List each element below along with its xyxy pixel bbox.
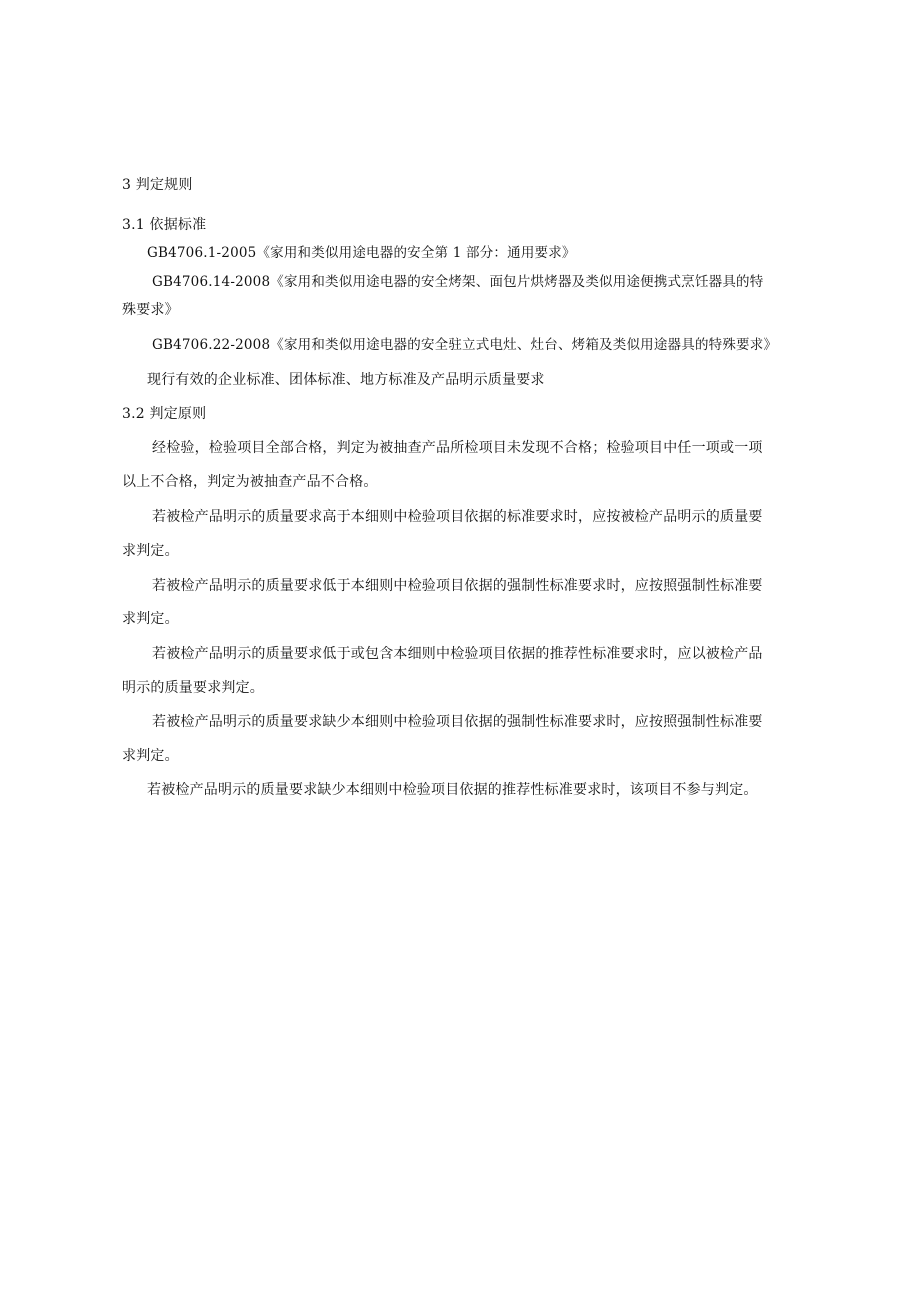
standard-item: 现行有效的企业标准、团体标准、地方标准及产品明示质量要求 bbox=[147, 372, 545, 388]
principle-paragraph: 经检验，检验项目全部合格，判定为被抽查产品所检项目未发现不合格；检验项目中任一项或一项 bbox=[152, 440, 763, 456]
standard-item: GB4706.14-2008《家用和类似用途电器的安全烤架、面包片烘烤器及类似用途便携式烹饪器具的特 bbox=[152, 274, 764, 290]
principle-paragraph-continuation: 以上不合格，判定为被抽查产品不合格。 bbox=[122, 474, 378, 490]
principle-paragraph: 若被检产品明示的质量要求低于本细则中检验项目依据的强制性标准要求时，应按照强制性标准要 bbox=[152, 578, 763, 594]
principle-paragraph: 若被检产品明示的质量要求缺少本细则中检验项目依据的强制性标准要求时，应按照强制性标准要 bbox=[152, 714, 763, 730]
principle-paragraph: 若被检产品明示的质量要求高于本细则中检验项目依据的标准要求时，应按被检产品明示的质量要 bbox=[152, 509, 763, 525]
standard-item-continuation: 殊要求》 bbox=[122, 302, 179, 318]
principle-paragraph-continuation: 求判定。 bbox=[122, 611, 179, 627]
principle-paragraph-continuation: 求判定。 bbox=[122, 748, 179, 764]
principle-paragraph-continuation: 求判定。 bbox=[122, 543, 179, 559]
subsection-heading-principles: 3.2 判定原则 bbox=[122, 406, 207, 422]
principle-paragraph-continuation: 明示的质量要求判定。 bbox=[122, 680, 264, 696]
principle-paragraph: 若被检产品明示的质量要求低于或包含本细则中检验项目依据的推荐性标准要求时，应以被检产品 bbox=[152, 646, 763, 662]
standard-item: GB4706.22-2008《家用和类似用途电器的安全驻立式电灶、灶台、烤箱及类似用途器具的特殊要求》 bbox=[152, 337, 778, 353]
section-heading: 3 判定规则 bbox=[122, 177, 193, 193]
subsection-heading-standards: 3.1 依据标准 bbox=[122, 217, 207, 233]
standard-item: GB4706.1-2005《家用和类似用途电器的安全第 1 部分：通用要求》 bbox=[147, 245, 576, 261]
principle-paragraph: 若被检产品明示的质量要求缺少本细则中检验项目依据的推荐性标准要求时，该项目不参与判定。 bbox=[147, 782, 758, 798]
